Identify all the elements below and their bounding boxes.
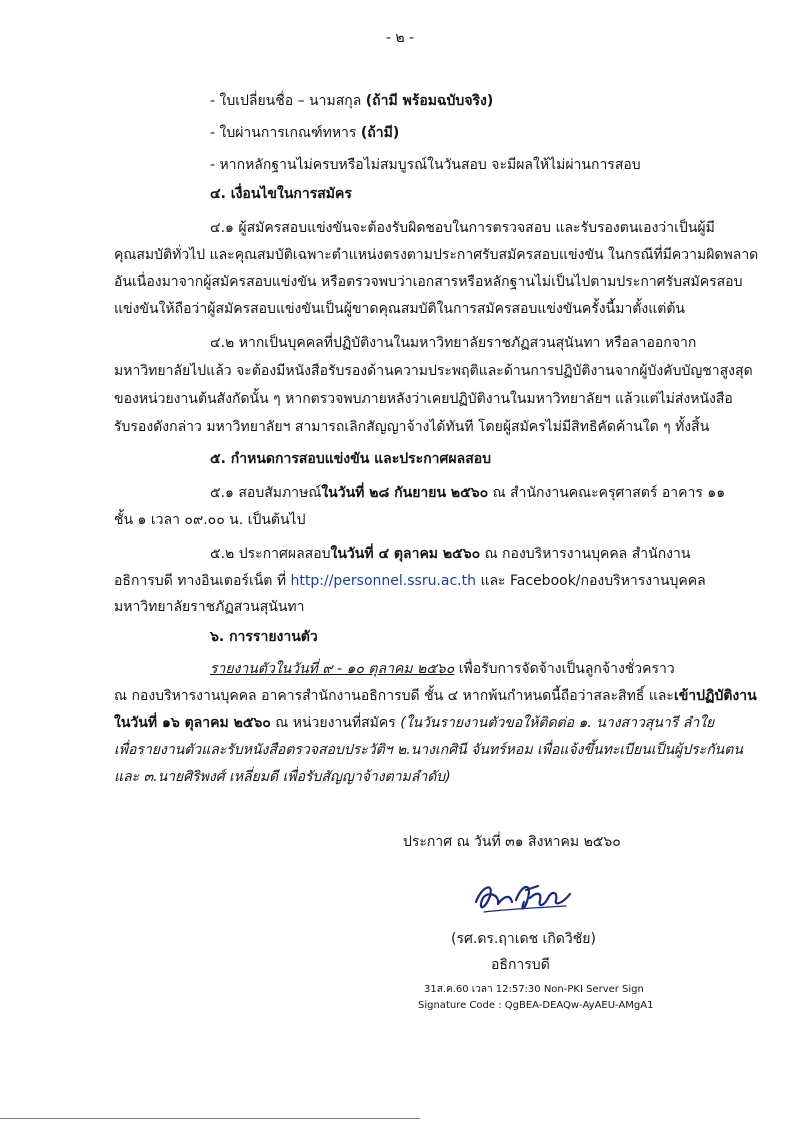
paragraph-line bbox=[210, 544, 690, 564]
paragraph-line bbox=[210, 483, 725, 503]
paragraph-line: ของหน่วยงานต้นสังกัดนั้น ๆ หากตรวจพบภายหลังว่าเคยปฏิบัติงานในมหาวิทยาลัยฯ แล้วแต่ไม่ส่งหนังสือ bbox=[114, 391, 733, 407]
doc-item-text: - ใบเปลี่ยนชื่อ – นามสกุล bbox=[210, 93, 366, 109]
doc-item-incomplete: - หากหลักฐานไม่ครบหรือไม่สมบูรณ์ในวันสอบ จะมีผลให้ไม่ผ่านการสอบ bbox=[210, 157, 641, 173]
sign-meta-time: 31ส.ค.60 เวลา 12:57:30 Non-PKI Server Sign bbox=[424, 984, 644, 995]
page-number: - ๒ - bbox=[385, 30, 415, 46]
paragraph-line: ๔.๒ หากเป็นบุคคลที่ปฏิบัติงานในมหาวิทยาลัยราชภัฏสวนสุนันทา หรือลาออกจาก bbox=[210, 335, 697, 351]
announcement-date: ประกาศ ณ วันที่ ๓๑ สิงหาคม ๒๕๖๐ bbox=[403, 834, 621, 850]
paragraph-line: ชั้น ๑ เวลา ๐๙.๐๐ น. เป็นต้นไป bbox=[114, 512, 306, 528]
result-date: ในวันที่ ๔ ตุลาคม ๒๕๖๐ bbox=[330, 546, 481, 562]
section-4-heading: ๔. เงื่อนไขในการสมัคร bbox=[210, 186, 352, 202]
signer-name: (รศ.ดร.ฤาเดช เกิดวิชัย) bbox=[451, 931, 596, 947]
paragraph-line bbox=[114, 686, 757, 706]
text: ณ หน่วยงานที่สมัคร bbox=[270, 715, 401, 731]
text: ๕.๒ ประกาศผลสอบ bbox=[210, 546, 331, 562]
paragraph-line bbox=[210, 659, 675, 679]
paragraph-line: รับรองดังกล่าว มหาวิทยาลัยฯ สามารถเลิกสัญญาจ้างได้ทันที โดยผู้สมัครไม่มีสิทธิคัดค้านใด ๆ ทั้งสิ้น bbox=[114, 419, 710, 435]
start-work-label: เข้าปฏิบัติงาน bbox=[673, 688, 757, 704]
start-work-date: ในวันที่ ๑๖ ตุลาคม ๒๕๖๐ bbox=[114, 715, 271, 731]
interview-date: ในวันที่ ๒๘ กันยายน ๒๕๖๐ bbox=[321, 485, 489, 501]
personnel-url-link[interactable]: http://personnel.ssru.ac.th bbox=[290, 573, 476, 589]
paragraph-line: ๔.๑ ผู้สมัครสอบแข่งขันจะต้องรับผิดชอบในการตรวจสอบ และรับรองตนเองว่าเป็นผู้มี bbox=[210, 220, 715, 236]
doc-item-text: - ใบผ่านการเกณฑ์ทหาร bbox=[210, 125, 361, 141]
paragraph-line: มหาวิทยาลัยราชภัฏสวนสุนันทา bbox=[114, 599, 305, 615]
section-6-heading: ๖. การรายงานตัว bbox=[210, 629, 318, 645]
text: เพื่อรับการจัดจ้างเป็นลูกจ้างชั่วคราว bbox=[454, 661, 675, 677]
text: ๕.๑ สอบสัมภาษณ์ bbox=[210, 485, 322, 501]
paragraph-line bbox=[114, 713, 714, 733]
text: ณ กองบริหารงานบุคคล สำนักงาน bbox=[480, 546, 691, 562]
paragraph-line: อันเนื่องมาจากผู้สมัครสอบแข่งขัน หรือตรวจพบว่าเอกสารหรือหลักฐานไม่เป็นไปตามประกาศรับสมัครสอบ bbox=[114, 274, 743, 290]
sign-meta-code: Signature Code : QgBEA-DEAQw-AyAEU-AMgA1 bbox=[418, 1000, 654, 1011]
doc-item-note: (ถ้ามี) bbox=[360, 125, 400, 141]
text: และ Facebook/กองบริหารงานบุคคล bbox=[476, 573, 706, 589]
doc-item-military bbox=[210, 123, 399, 143]
signature-image bbox=[470, 872, 580, 922]
paragraph-line: คุณสมบัติทั่วไป และคุณสมบัติเฉพาะตำแหน่งตรงตามประกาศรับสมัครสอบแข่งขัน ในกรณีที่มีความผิดพลาด bbox=[114, 247, 759, 263]
paragraph-line: แข่งขันให้ถือว่าผู้สมัครสอบแข่งขันเป็นผู้ขาดคุณสมบัติในการสมัครสอบแข่งขันครั้งนี้มาตั้งแต่ต้น bbox=[114, 301, 686, 317]
doc-item-name-change bbox=[210, 91, 493, 111]
paragraph-line bbox=[114, 571, 706, 591]
signer-title: อธิการบดี bbox=[491, 957, 550, 973]
report-date: รายงานตัวในวันที่ ๙ - ๑๐ ตุลาคม ๒๕๖๐ bbox=[210, 661, 455, 677]
doc-item-note: (ถ้ามี พร้อมฉบับจริง) bbox=[365, 93, 494, 109]
text: อธิการบดี ทางอินเตอร์เน็ต ที่ bbox=[114, 573, 291, 589]
bottom-rule bbox=[0, 1118, 420, 1119]
paragraph-line: มหาวิทยาลัยไปแล้ว จะต้องมีหนังสือรับรองด้านความประพฤติและด้านการปฏิบัติงานจากผู้บังคับบัญชาสูงสุด bbox=[114, 363, 753, 379]
contact-note: (ในวันรายงานตัวขอให้ติดต่อ ๑. นางสาวสุนารี ลำใย bbox=[400, 715, 715, 731]
paragraph-line: และ ๓.นายศิริพงศ์ เหลี่ยมดี เพื่อรับสัญญาจ้างตามลำดับ) bbox=[114, 769, 451, 785]
paragraph-line: เพื่อรายงานตัวและรับหนังสือตรวจสอบประวัติฯ ๒.นางเกศินี จันทร์หอม เพื่อแจ้งขึ้นทะเบียนเป็นผู้ประกันตน bbox=[114, 742, 743, 758]
text: ณ กองบริหารงานบุคคล อาคารสำนักงานอธิการบดี ชั้น ๔ หากพ้นกำหนดนี้ถือว่าสละสิทธิ์ และ bbox=[114, 688, 674, 704]
section-5-heading: ๕. กำหนดการสอบแข่งขัน และประกาศผลสอบ bbox=[210, 451, 492, 467]
text: ณ สำนักงานคณะครุศาสตร์ อาคาร ๑๑ bbox=[488, 485, 726, 501]
